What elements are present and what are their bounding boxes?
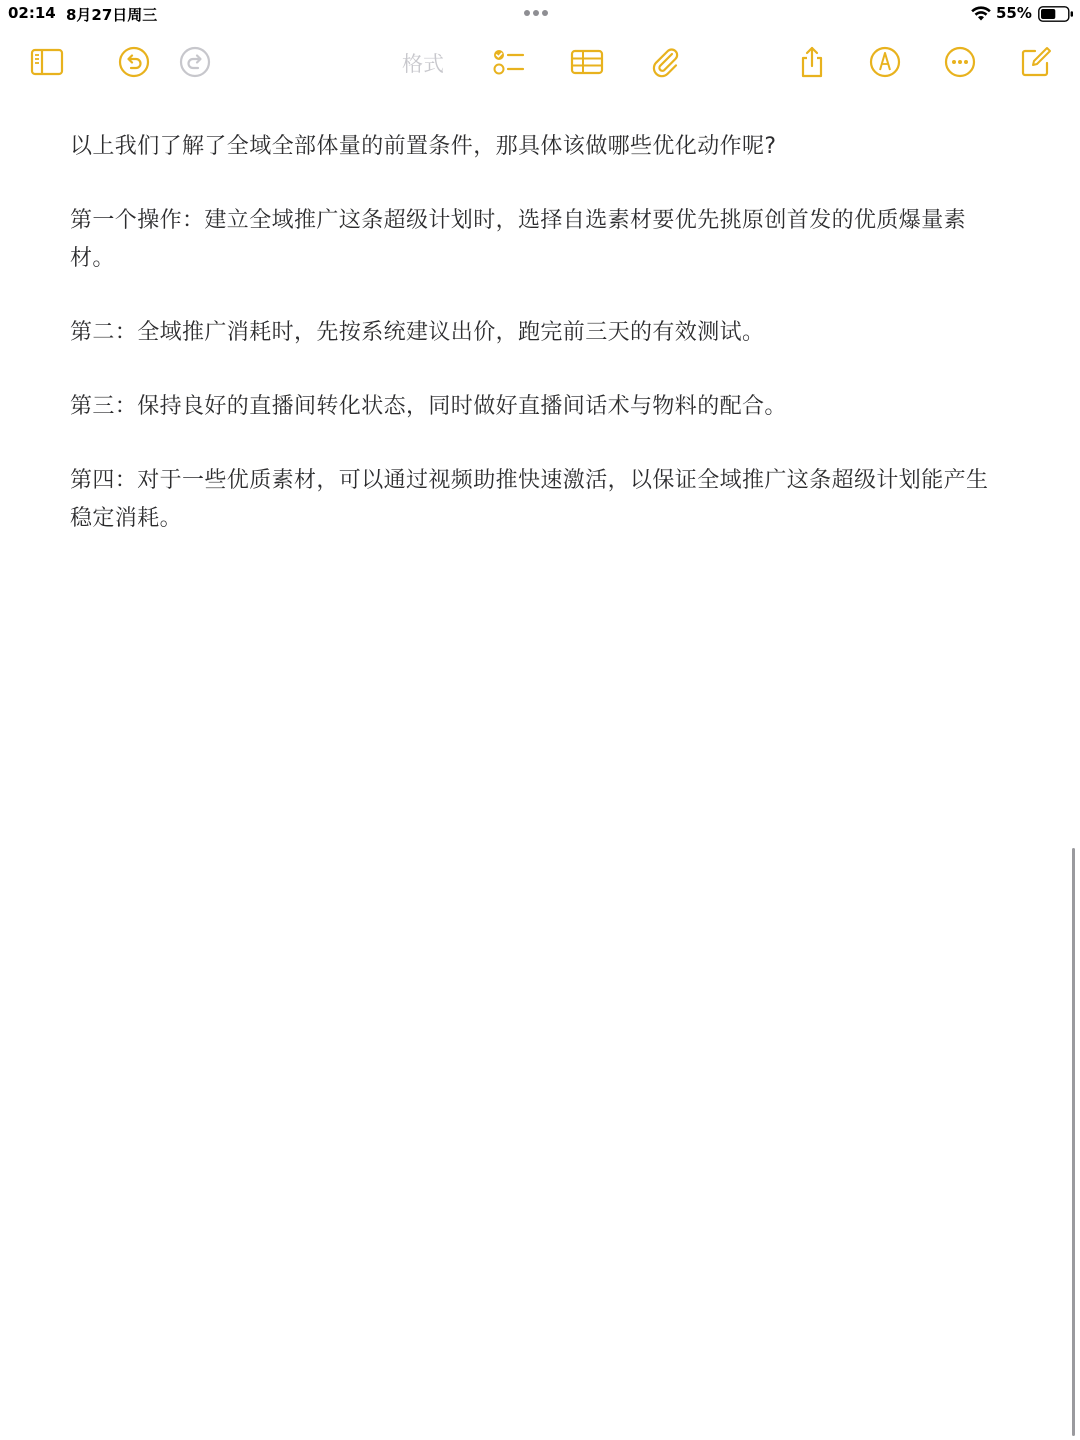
checklist-button[interactable]	[490, 44, 526, 80]
status-time: 02:14	[8, 4, 56, 22]
wifi-icon	[970, 4, 992, 22]
share-button[interactable]	[794, 44, 830, 80]
undo-icon	[117, 45, 151, 79]
undo-button[interactable]	[116, 44, 152, 80]
scrollbar[interactable]	[1072, 848, 1075, 1436]
battery-icon	[1038, 6, 1074, 22]
more-button[interactable]	[942, 44, 978, 80]
status-date: 8月27日周三	[66, 6, 158, 24]
sidebar-icon	[30, 45, 64, 79]
note-paragraph[interactable]: 第三：保持良好的直播间转化状态，同时做好直播间话术与物料的配合。	[70, 394, 787, 419]
compose-icon	[1019, 45, 1053, 79]
checklist-icon	[491, 45, 525, 79]
note-paragraph[interactable]: 第一个操作：建立全域推广这条超级计划时，选择自选素材要优先挑原创首发的优质爆量素材。	[70, 208, 967, 271]
note-paragraph[interactable]: 第四：对于一些优质素材，可以通过视频助推快速激活，以保证全域推广这条超级计划能产生稳定消耗。	[70, 468, 989, 531]
attachment-icon	[648, 45, 682, 79]
notes-toolbar	[0, 36, 1080, 88]
redo-icon	[178, 45, 212, 79]
multitasking-dots-icon[interactable]	[524, 10, 548, 16]
markup-icon	[868, 45, 902, 79]
markup-button[interactable]	[867, 44, 903, 80]
table-icon	[570, 45, 604, 79]
format-button[interactable]: 格式	[402, 52, 444, 76]
sidebar-button[interactable]	[29, 44, 65, 80]
attachment-button[interactable]	[647, 44, 683, 80]
redo-button[interactable]	[177, 44, 213, 80]
share-icon	[795, 45, 829, 79]
more-icon	[943, 45, 977, 79]
note-paragraph[interactable]: 第二：全域推广消耗时，先按系统建议出价，跑完前三天的有效测试。	[70, 320, 765, 345]
battery-percent: 55%	[996, 4, 1032, 22]
note-paragraph[interactable]: 以上我们了解了全域全部体量的前置条件，那具体该做哪些优化动作呢?	[70, 134, 777, 159]
table-button[interactable]	[569, 44, 605, 80]
status-bar	[0, 0, 1080, 28]
note-body[interactable]	[70, 128, 1000, 574]
compose-button[interactable]	[1018, 44, 1054, 80]
